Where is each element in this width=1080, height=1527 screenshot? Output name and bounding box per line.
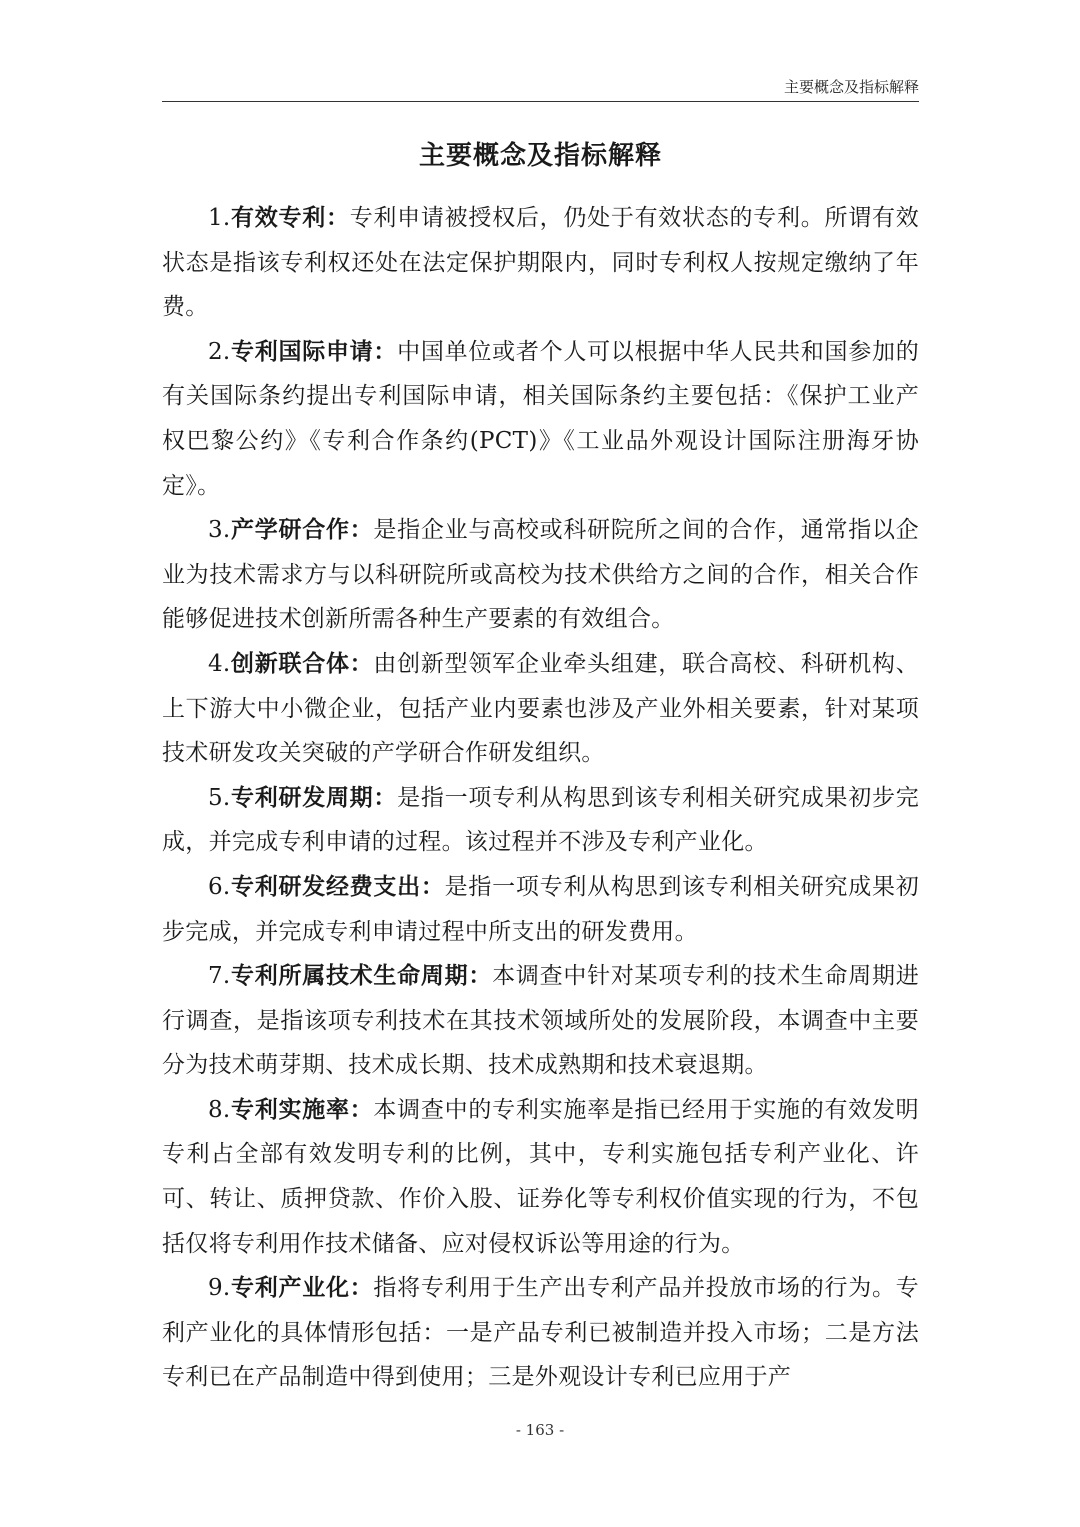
definition-term: 专利所属技术生命周期： [230, 963, 493, 990]
definition-number: 9. [208, 1275, 231, 1302]
definition-number: 3. [208, 517, 231, 544]
definition-paragraph [162, 1266, 919, 1400]
definition-term: 有效专利： [230, 205, 350, 231]
definition-paragraph [162, 508, 919, 642]
definitions-list [162, 196, 919, 1400]
definition-text: 由创新型领军企业牵头组建，联合高校、科研机构、上下游大中小微企业，包括产业内要素也涉及产业外相关要素，针对某项技术研发攻关突破的产学研合作研发组织。 [162, 650, 919, 767]
definition-text: 是指一项专利从构思到该专利相关研究成果初步完成，并完成专利申请的过程。该过程并不涉及专利产业化。 [162, 784, 919, 856]
definition-text: 专利申请被授权后，仍处于有效状态的专利。所谓有效状态是指该专利权还处在法定保护期限内，同时专利权人按规定缴纳了年费。 [162, 205, 919, 321]
definition-number: 4. [208, 650, 231, 677]
definition-term: 创新联合体： [230, 650, 374, 677]
definition-text: 是指企业与高校或科研院所之间的合作，通常指以企业为技术需求方与以科研院所或高校为技术供给方之间的合作，相关合作能够促进技术创新所需各种生产要素的有效组合。 [162, 517, 919, 633]
definition-term: 专利产业化： [230, 1275, 374, 1302]
page-number: - 163 - [515, 1421, 565, 1439]
definition-number: 8. [208, 1096, 231, 1123]
definition-text: 是指一项专利从构思到该专利相关研究成果初步完成，并完成专利申请过程中所支出的研发费用。 [162, 873, 920, 945]
definition-term: 产学研合作： [230, 517, 374, 544]
definition-paragraph [162, 330, 919, 508]
definition-number: 5. [208, 784, 231, 811]
definition-paragraph [162, 196, 919, 330]
definition-paragraph [162, 776, 919, 865]
page-title: 主要概念及指标解释 [418, 141, 662, 171]
definition-number: 2. [208, 338, 231, 365]
running-header: 主要概念及指标解释 [783, 78, 919, 96]
definition-number: 7. [208, 963, 231, 990]
definition-number: 1. [208, 205, 231, 231]
definition-term: 专利实施率： [230, 1096, 374, 1123]
definition-paragraph [162, 1088, 919, 1266]
definition-paragraph [162, 865, 919, 954]
definition-text: 本调查中的专利实施率是指已经用于实施的有效发明专利占全部有效发明专利的比例，其中，专利实施包括专利产业化、许可、转让、质押贷款、作价入股、证券化等专利权价值实现的行为，不包括仅将专利用作技术储备、应对侵权诉讼等用途的行为。 [162, 1096, 919, 1257]
definition-paragraph [162, 954, 919, 1088]
definition-paragraph [162, 642, 919, 776]
definition-text: 本调查中针对某项专利的技术生命周期进行调查，是指该项专利技术在其技术领域所处的发展阶段，本调查中主要分为技术萌芽期、技术成长期、技术成熟期和技术衰退期。 [162, 963, 919, 1079]
definition-number: 6. [208, 873, 231, 900]
definition-term: 专利研发经费支出： [230, 873, 445, 900]
definition-term: 专利研发周期： [230, 784, 398, 811]
definition-text: 中国单位或者个人可以根据中华人民共和国参加的有关国际条约提出专利国际申请，相关国际条约主要包括：《保护工业产权巴黎公约》《专利合作条约(PCT)》《工业品外观设计国际注册海牙协定》。 [162, 338, 919, 499]
definition-text: 指将专利用于生产出专利产品并投放市场的行为。专利产业化的具体情形包括：一是产品专利已被制造并投入市场；二是方法专利已在产品制造中得到使用；三是外观设计专利已应用于产 [162, 1275, 919, 1391]
header-divider [162, 101, 919, 102]
definition-term: 专利国际申请： [230, 338, 398, 365]
